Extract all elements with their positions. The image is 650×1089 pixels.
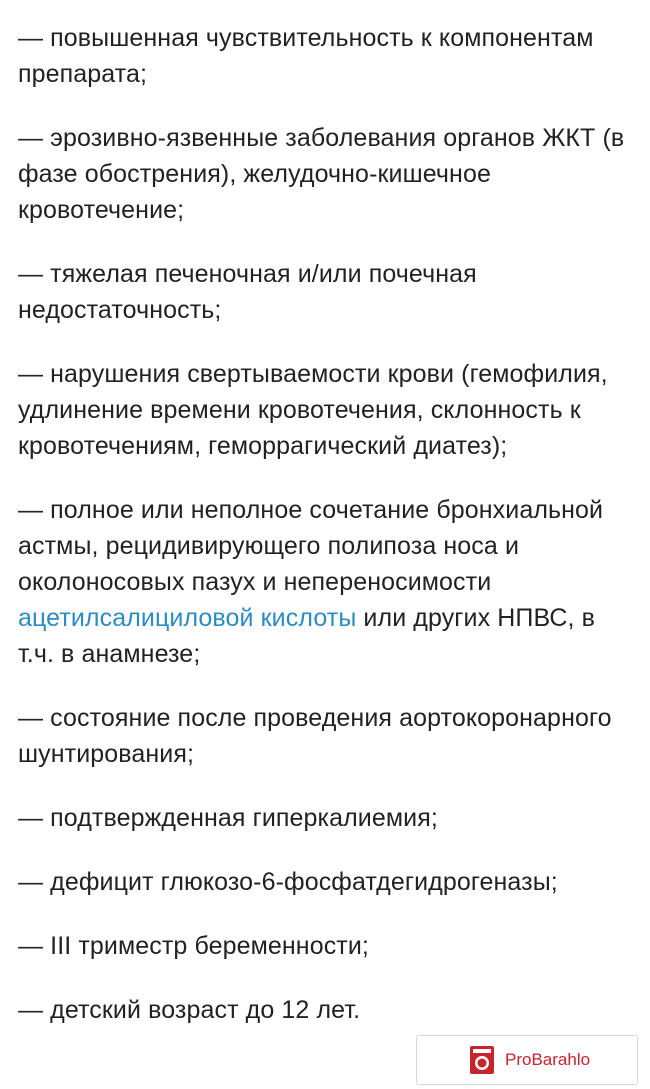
washing-machine-icon xyxy=(469,1045,495,1075)
contraindication-item: — дефицит глюкозо-6-фосфатдегидрогеназы; xyxy=(18,868,558,896)
contraindication-item: — нарушения свертываемости крови (гемофилия, удлинение времени кровотечения, склонность к кровотечениям, геморрагический диатез); xyxy=(18,360,608,460)
item-text-after: или других НПВС, в т.ч. в анамнезе; xyxy=(18,604,596,668)
contraindication-item: — повышенная чувствительность к компонентам препарата; xyxy=(18,24,594,88)
contraindication-item: — состояние после проведения аортокоронарного шунтирования; xyxy=(18,704,612,768)
contraindication-item: — эрозивно-язвенные заболевания органов ЖКТ (в фазе обострения), желудочно-кишечное кровотечение; xyxy=(18,124,625,224)
contraindication-item: — III триместр беременности; xyxy=(18,932,369,960)
contraindication-item xyxy=(18,492,636,672)
contraindication-item: — детский возраст до 12 лет. xyxy=(18,996,361,1024)
article-body xyxy=(18,20,636,1056)
contraindication-item: — тяжелая печеночная и/или почечная недостаточность; xyxy=(18,260,477,324)
watermark-text: ProBarahlo xyxy=(505,1050,591,1069)
aspirin-link[interactable]: ацетилсалициловой кислоты xyxy=(18,604,357,632)
probarahlo-watermark xyxy=(416,1035,638,1085)
contraindication-item: — подтвержденная гиперкалиемия; xyxy=(18,804,438,832)
item-text-before: — полное или неполное сочетание бронхиальной астмы, рецидивирующего полипоза носа и околоносовых пазух и непереносимости xyxy=(18,496,604,596)
